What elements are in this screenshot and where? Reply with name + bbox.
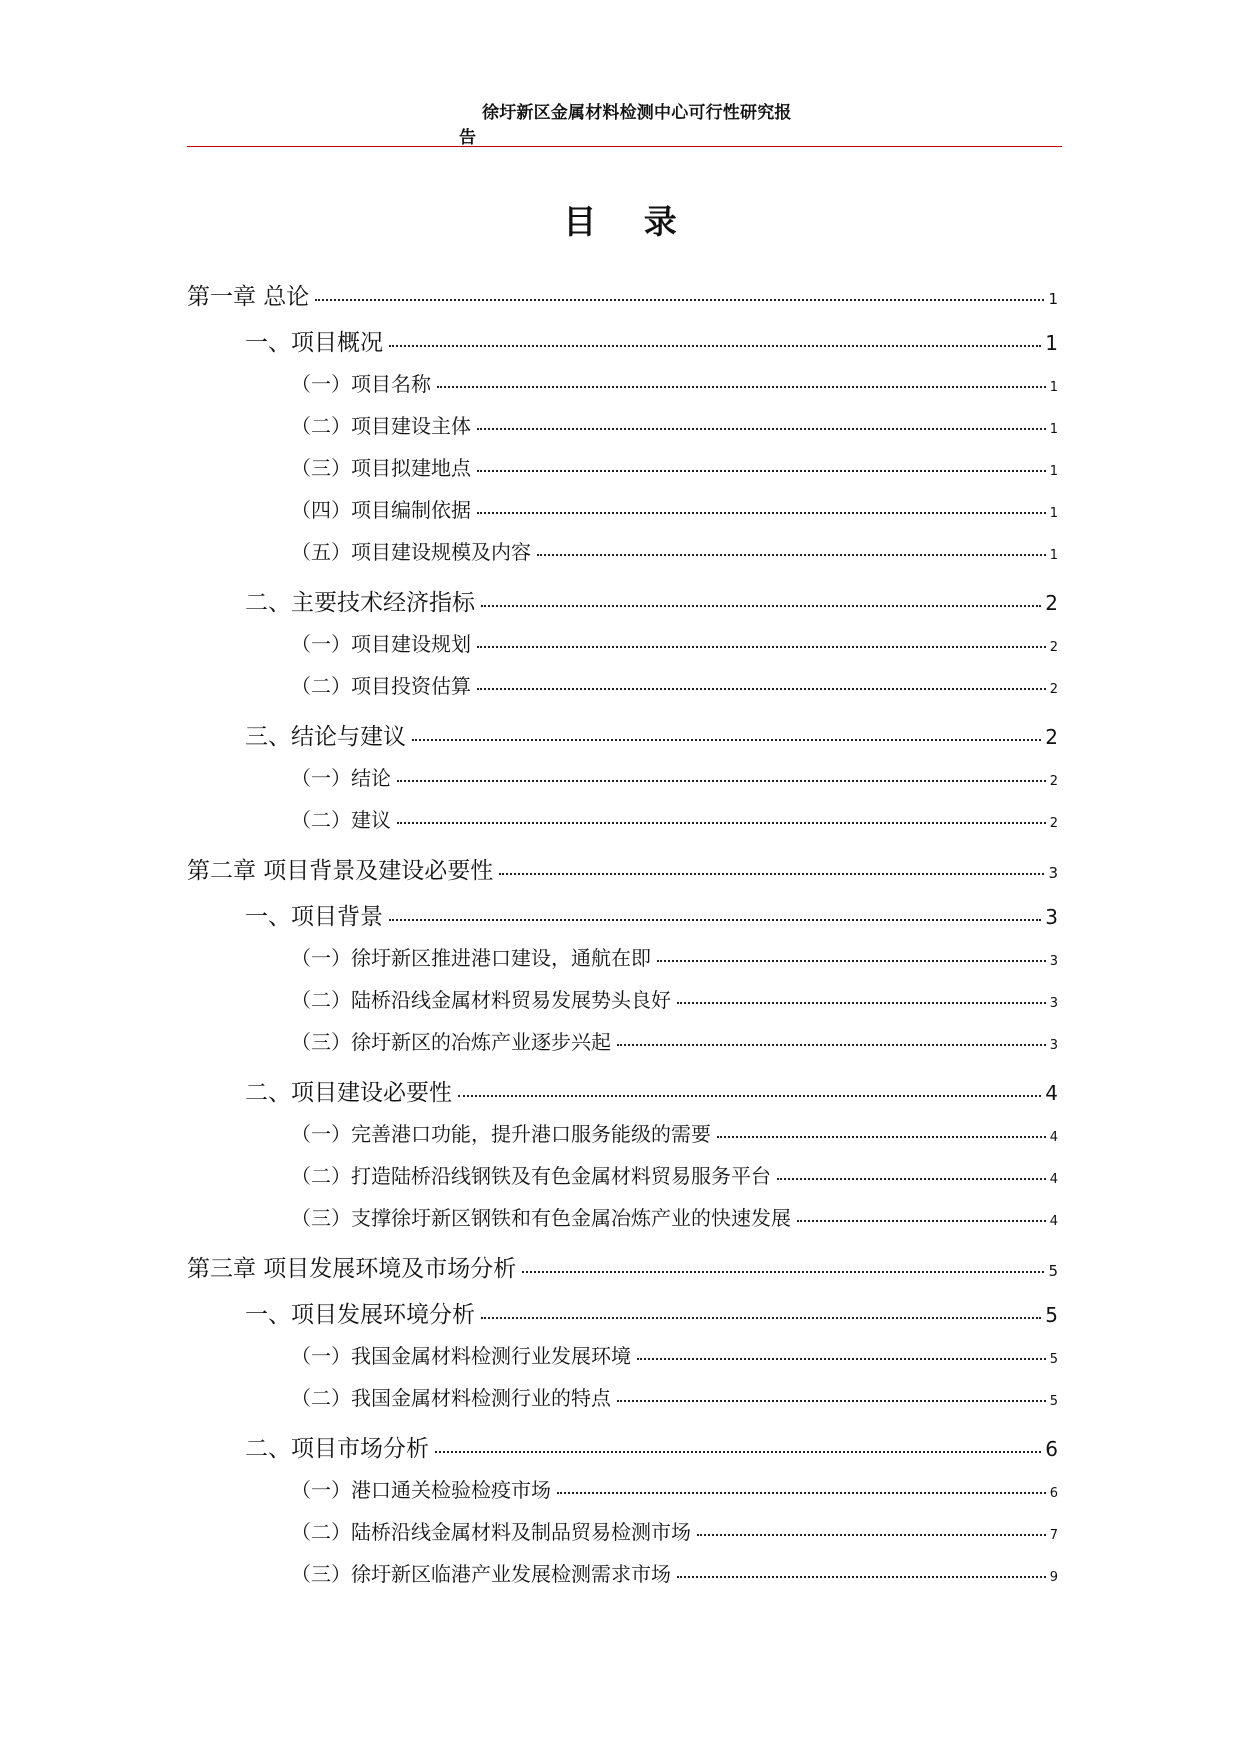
toc-page-number: 2 [1045,725,1058,749]
toc-dot-leader [537,554,1046,556]
toc-entry[interactable] [291,1474,1058,1503]
toc-entry[interactable] [291,762,1058,791]
toc-dot-leader [777,1178,1046,1180]
toc-entry[interactable] [291,1340,1058,1369]
toc-dot-leader [481,1317,1041,1319]
toc-dot-leader [389,919,1041,921]
toc-entry[interactable] [291,1026,1058,1055]
toc-page-number: 1 [1049,548,1058,563]
toc-entry[interactable] [187,278,1058,311]
toc-entry-label: （二）建议 [291,808,391,832]
toc-dot-leader [677,1576,1046,1578]
toc-page-number: 5 [1049,1352,1058,1367]
toc-page-number: 1 [1049,422,1058,437]
toc-page-number: 9 [1049,1570,1058,1585]
toc-entry-label: （二）陆桥沿线金属材料及制品贸易检测市场 [291,1520,691,1544]
toc-entry-label: （一）完善港口功能，提升港口服务能级的需要 [291,1122,711,1146]
toc-entry[interactable] [187,852,1058,885]
toc-dot-leader [617,1400,1046,1402]
toc-entry-label: 二、主要技术经济指标 [245,590,475,616]
toc-page-number: 2 [1049,640,1058,655]
toc-page-number: 1 [1049,380,1058,395]
toc-entry-label: （一）项目名称 [291,372,431,396]
toc-dot-leader [435,1451,1041,1453]
toc-dot-leader [637,1358,1046,1360]
toc-entry-label: 一、项目概况 [245,330,383,356]
toc-entry-label: （一）结论 [291,766,391,790]
toc-page-number: 1 [1045,331,1058,355]
toc-entry[interactable] [291,942,1058,971]
toc-dot-leader [412,739,1041,741]
toc-entry[interactable] [291,628,1058,657]
toc-page-number: 2 [1049,774,1058,789]
toc-entry[interactable] [291,1382,1058,1411]
toc-page-number: 5 [1045,1303,1058,1327]
toc-page-number: 3 [1049,996,1058,1011]
toc-entry[interactable] [291,494,1058,523]
toc-dot-leader [458,1095,1041,1097]
toc-dot-leader [397,780,1046,782]
toc-page-number: 3 [1048,864,1058,882]
toc-page-number: 2 [1049,682,1058,697]
toc-entry-label: 二、项目市场分析 [245,1436,429,1462]
toc-dot-leader [477,688,1046,690]
toc-entry-label: 一、项目背景 [245,904,383,930]
toc-entry-label: （二）打造陆桥沿线钢铁及有色金属材料贸易服务平台 [291,1164,771,1188]
toc-title: 目 录 [563,202,695,241]
toc-dot-leader [657,960,1046,962]
toc-dot-leader [477,470,1046,472]
toc-entry-label: （三）徐圩新区的冶炼产业逐步兴起 [291,1030,611,1054]
toc-dot-leader [697,1534,1046,1536]
toc-dot-leader [617,1044,1046,1046]
toc-page-number: 4 [1049,1130,1058,1145]
toc-entry-label: 二、项目建设必要性 [245,1080,452,1106]
toc-page-number: 2 [1045,591,1058,615]
toc-dot-leader [477,512,1046,514]
toc-page-number: 4 [1049,1214,1058,1229]
toc-entry-label: （三）徐圩新区临港产业发展检测需求市场 [291,1562,671,1586]
header-title-continuation: 告 [459,128,476,148]
toc-dot-leader [437,386,1046,388]
toc-entry-label: 三、结论与建议 [245,724,406,750]
toc-page-number: 3 [1045,905,1058,929]
toc-dot-leader [717,1136,1046,1138]
toc-entry[interactable] [291,984,1058,1013]
toc-page-number: 7 [1049,1528,1058,1543]
toc-page-number: 1 [1048,290,1058,308]
toc-entry-label: （三）项目拟建地点 [291,456,471,480]
toc-entry[interactable] [245,898,1058,931]
toc-entry-label: （三）支撑徐圩新区钢铁和有色金属冶炼产业的快速发展 [291,1206,791,1230]
toc-entry[interactable] [291,410,1058,439]
toc-entry-label: （一）我国金属材料检测行业发展环境 [291,1344,631,1368]
toc-dot-leader [389,345,1041,347]
toc-entry[interactable] [245,1074,1058,1107]
toc-entry[interactable] [245,1296,1058,1329]
toc-page-number: 4 [1045,1081,1058,1105]
toc-entry-label: 第三章 项目发展环境及市场分析 [187,1256,517,1282]
toc-entry[interactable] [291,536,1058,565]
toc-page-number: 2 [1049,816,1058,831]
toc-page-number: 3 [1049,954,1058,969]
toc-entry-label: （二）项目投资估算 [291,674,471,698]
toc-entry[interactable] [291,368,1058,397]
toc-dot-leader [499,873,1044,875]
toc-entry-label: （二）我国金属材料检测行业的特点 [291,1386,611,1410]
toc-page-number: 4 [1049,1172,1058,1187]
toc-page-number: 3 [1049,1038,1058,1053]
toc-entry[interactable] [291,1118,1058,1147]
toc-dot-leader [797,1220,1046,1222]
toc-dot-leader [557,1492,1046,1494]
toc-entry-label: （四）项目编制依据 [291,498,471,522]
toc-entry-label: 第二章 项目背景及建设必要性 [187,858,494,884]
toc-page-number: 1 [1049,464,1058,479]
toc-entry-label: （一）港口通关检验检疫市场 [291,1478,551,1502]
toc-dot-leader [522,1271,1044,1273]
toc-dot-leader [397,822,1046,824]
toc-dot-leader [477,428,1046,430]
toc-entry[interactable] [291,1160,1058,1189]
toc-page-number: 6 [1045,1437,1058,1461]
toc-entry-label: 一、项目发展环境分析 [245,1302,475,1328]
toc-entry[interactable] [245,1430,1058,1463]
toc-page-number: 6 [1049,1486,1058,1501]
toc-entry[interactable] [291,670,1058,699]
toc-page-number: 5 [1048,1262,1058,1280]
toc-dot-leader [477,646,1046,648]
toc-entry[interactable] [291,1202,1058,1231]
header-title: 徐圩新区金属材料检测中心可行性研究报 [482,103,792,123]
toc-dot-leader [481,605,1041,607]
toc-entry-label: （五）项目建设规模及内容 [291,540,531,564]
toc-entry[interactable] [291,452,1058,481]
toc-entry[interactable] [245,584,1058,617]
toc-entry[interactable] [245,324,1058,357]
toc-page-number: 1 [1049,506,1058,521]
toc-entry[interactable] [187,1250,1058,1283]
toc-entry-label: （一）徐圩新区推进港口建设，通航在即 [291,946,651,970]
toc-entry-label: （一）项目建设规划 [291,632,471,656]
toc-dot-leader [677,1002,1046,1004]
toc-entry-label: 第一章 总论 [187,284,310,310]
toc-entry-label: （二）项目建设主体 [291,414,471,438]
toc-entry[interactable] [291,804,1058,833]
toc-page-number: 5 [1049,1394,1058,1409]
toc-entry[interactable] [291,1516,1058,1545]
toc-dot-leader [315,299,1044,301]
toc-entry[interactable] [291,1558,1058,1587]
toc-entry[interactable] [245,718,1058,751]
toc-entry-label: （二）陆桥沿线金属材料贸易发展势头良好 [291,988,671,1012]
